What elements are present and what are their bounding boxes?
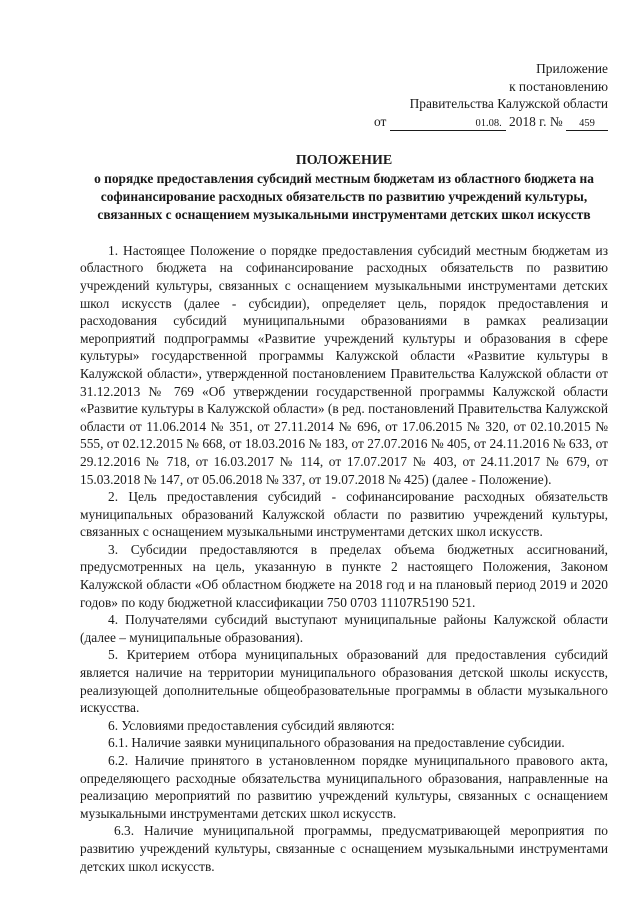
paragraph-3: 3. Субсидии предоставляются в пределах объема бюджетных ассигнований, предусмотренных на цель, указанную в пункте 2 настоящего Положения, Законом Калужской области «Об областном бюджете на 2018 год и на плановый период 2019 и 2020 годов» по коду бюджетной классификации 750 0703 11107R5190 521. — [80, 541, 608, 610]
paragraph-6-3: 6.3. Наличие муниципальной программы, предусматривающей мероприятия по развитию учреждений культуры, связанные с оснащением музыкальными инструментами детских школ искусств. — [80, 823, 608, 874]
approval-date-field: 01.08. — [390, 117, 506, 131]
approval-year-text: 2018 г. № — [509, 113, 563, 129]
document-title: ПОЛОЖЕНИЕ — [295, 152, 393, 168]
approval-line-3: Правительства Калужской области — [409, 96, 608, 112]
approval-line-2: к постановлению — [509, 78, 608, 94]
paragraph-5: 5. Критерием отбора муниципальных образований для предоставления субсидий является наличие на территории муниципального образования детской школы искусств, реализующей дополнительные общеобразовательные программы в области музыкального искусства. — [80, 647, 608, 716]
paragraph-6-1: 6.1. Наличие заявки муниципального образования на предоставление субсидии. — [108, 735, 565, 751]
paragraph-4: 4. Получателями субсидий выступают муниципальные районы Калужской области (далее – муниципальные образования). — [80, 612, 608, 645]
paragraph-6: 6. Условиями предоставления субсидий являются: — [108, 717, 395, 733]
paragraph-1: 1. Настоящее Положение о порядке предоставления субсидий местным бюджетам из областного бюджета на софинансирование расходных обязательств по развитию учреждений культуры, связанных с оснащением музыкальными инструментами детских школ искусств (далее - субсидии), определяет цель, порядок предоставления и расходования субсидий муниципальными образованиями в рамках реализации мероприятий подпрограммы «Развитие учреждений культуры и образования в сфере культуры» государственной программы Калужской области «Развитие культуры в Калужской области», утвержденной постановлением Правительства Калужской области от 31.12.2013 № 769 «Об утверждении государственной программы Калужской области «Развитие культуры в Калужской области» (в ред. постановлений Правительства Калужской области от 11.06.2014 № 351, от 27.11.2014 № 696, от 17.06.2015 № 320, от 02.10.2015 № 555, от 02.12.2015 № 668, от 18.03.2016 № 183, от 27.07.2016 № 405, от 24.11.2016 № 633, от 29.12.2016 № 718, от 16.03.2017 № 114, от 17.07.2017 № 403, от 24.11.2017 № 679, от 15.03.2018 № 147, от 05.06.2018 № 337, от 19.07.2018 № 425) (далее - Положение). — [80, 242, 608, 487]
approval-from-label: от — [373, 113, 387, 129]
approval-number-field: 459 — [566, 117, 608, 131]
paragraph-2: 2. Цель предоставления субсидий - софинансирование расходных обязательств муниципальных образований Калужской области по развитию учреждений культуры, связанных с оснащением музыкальными инструментами детских школ искусств. — [80, 489, 608, 540]
document-heading — [80, 151, 608, 224]
approval-date-line — [80, 113, 608, 131]
approval-line-1: Приложение — [536, 61, 608, 76]
document-subtitle: о порядке предоставления субсидий местным бюджетам из областного бюджета на софинансирование расходных обязательств по развитию учреждений культуры, связанных с оснащением музыкальными инструментами детских школ искусств — [94, 170, 594, 222]
paragraph-6-2: 6.2. Наличие принятого в установленном порядке муниципального правового акта, определяющего расходные обязательства муниципального образования, направленные на реализацию мероприятий по развитию учреждений культуры, связанных с оснащением музыкальными инструментами детских школ искусств. — [80, 753, 608, 821]
approval-stamp — [80, 60, 608, 131]
document-body — [80, 242, 608, 875]
